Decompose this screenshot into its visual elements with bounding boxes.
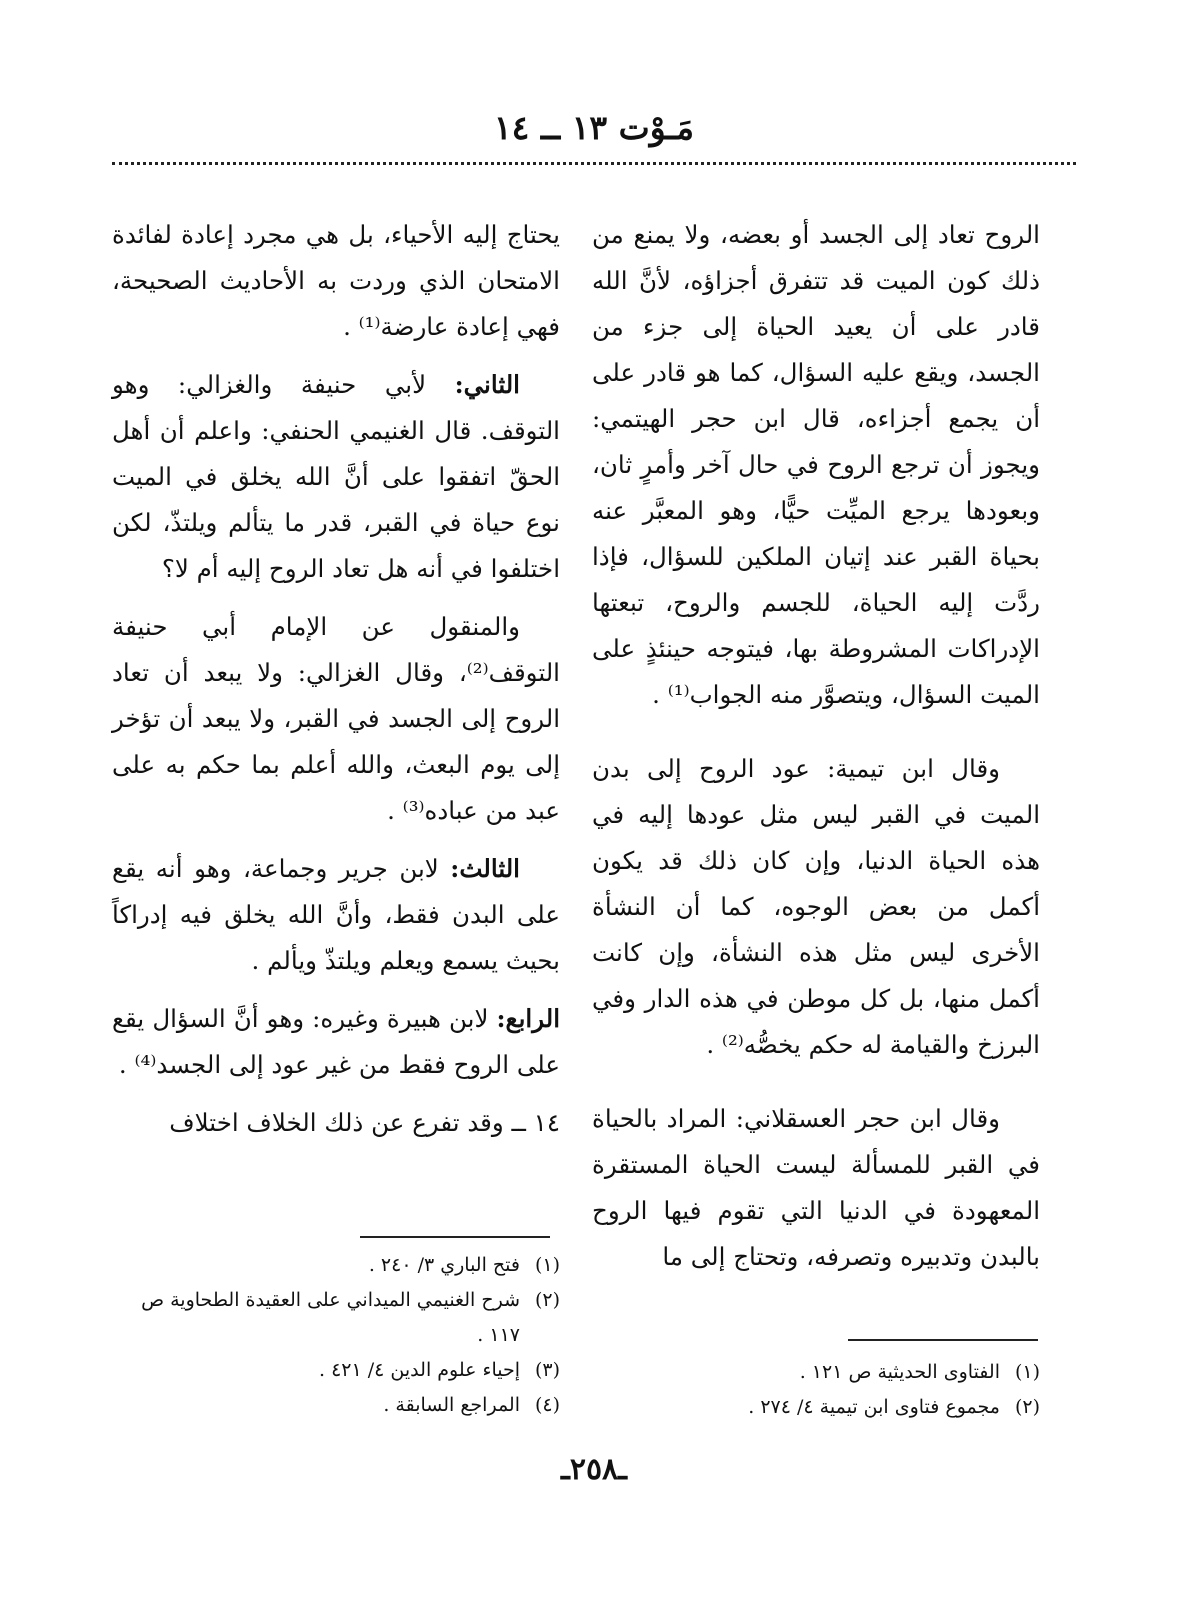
running-header: مَـوْت ١٣ ــ ١٤ [493,108,695,147]
right-paragraph-2: وقال ابن تيمية: عود الروح إلى بدن الميت في القبر ليس مثل عودها إليه في هذه الحياة الدنيا، وإن كان ذلك قد يكون أكمل من بعض الوجوه، كما أن النشأة الأخرى ليس مثل هذه النشأة، وإن كانت أكمل منها، بل كل موطن في هذه الدار وفي البرزخ والقيامة له حكم يخصُّه⁽²⁾ . [592,754,1040,1059]
right-footnote-separator [848,1339,1038,1341]
left-footnotes [112,1248,560,1423]
footnote [592,1390,1040,1425]
point-three-text: لابن جرير وجماعة، وهو أنه يقع على البدن فقط، وأنَّ الله يخلق فيه إدراكاً بحيث يسمع ويعلم ويلتذّ ويألم . [112,854,560,975]
footnote-text: مجموع فتاوى ابن تيمية ٤/ ٢٧٤ . [748,1396,1000,1418]
footnote-number: (٢) [534,1289,560,1311]
left-paragraph-6: ١٤ ــ وقد تفرع عن ذلك الخلاف اختلاف [169,1108,560,1137]
footnote-text: الفتاوى الحديثية ص ١٢١ . [799,1361,1000,1383]
page-number: ـ٢٥٨ـ [561,1452,627,1487]
point-two-text: لأبي حنيفة والغزالي: وهو التوقف. قال الغنيمي الحنفي: واعلم أن أهل الحقّ اتفقوا على أنَّ الله يخلق في الميت نوع حياة في القبر، قدر ما يتألم ويلتذّ، لكن اختلفوا في أنه هل تعاد الروح إليه أم لا؟ [112,370,560,583]
footnote-number: (٣) [534,1359,560,1381]
left-paragraph-4 [112,846,560,984]
header-dotted-rule [112,162,1076,165]
footnote [592,1355,1040,1390]
left-footnote-separator [360,1236,550,1238]
footnote [112,1283,560,1353]
footnote-text: إحياء علوم الدين ٤/ ٤٢١ . [319,1359,520,1381]
footnote-number: (٢) [1014,1396,1040,1418]
footnote [112,1353,560,1388]
left-column [112,212,560,1158]
point-two-label: الثاني: [454,370,520,399]
left-paragraph-3: والمنقول عن الإمام أبي حنيفة التوقف⁽²⁾، وقال الغزالي: ولا يبعد أن تعاد الروح إلى الجسد في القبر، ولا يبعد أن تؤخر إلى يوم البعث، والله أعلم بما حكم به على عبد من عباده⁽³⁾ . [112,612,560,825]
footnote-text: المراجع السابقة . [383,1394,520,1416]
footnote-number: (١) [1014,1361,1040,1383]
footnote-number: (٤) [534,1394,560,1416]
point-three-label: الثالث: [450,854,520,883]
footnote-text: فتح الباري ٣/ ٢٤٠ . [368,1254,520,1276]
right-paragraph-1: الروح تعاد إلى الجسد أو بعضه، ولا يمنع من ذلك كون الميت قد تتفرق أجزاؤه، لأنَّ الله قادر على أن يعيد الحياة إلى جزء من الجسد، ويقع عليه السؤال، كما هو قادر على أن يجمع أجزاءه، قال ابن حجر الهيتمي: ويجوز أن ترجع الروح في حال آخر وأمرٍ ثان، وبعودها يرجع الميِّت حيًّا، وهو المعبَّر عنه بحياة القبر عند إتيان الملكين للسؤال، فإذا ردَّت إليه الحياة، للجسم والروح، تبعتها الإدراكات المشروطة بها، فيتوجه حينئذٍ على الميت السؤال، ويتصوَّر منه الجواب⁽¹⁾ . [592,220,1040,709]
footnote [112,1248,560,1283]
left-paragraph-2 [112,362,560,592]
left-paragraph-5 [112,996,560,1088]
left-paragraph-1: يحتاج إليه الأحياء، بل هي مجرد إعادة لفائدة الامتحان الذي وردت به الأحاديث الصحيحة، فهي إعادة عارضة⁽¹⁾ . [112,220,560,341]
point-four-text: لابن هبيرة وغيره: وهو أنَّ السؤال يقع على الروح فقط من غير عود إلى الجسد⁽⁴⁾ . [112,1004,560,1079]
right-footnotes [592,1355,1040,1425]
right-column [592,212,1040,1292]
footnote-number: (١) [534,1254,560,1276]
footnote-text: شرح الغنيمي الميداني على العقيدة الطحاوية ص ١١٧ . [141,1289,520,1346]
right-paragraph-3: وقال ابن حجر العسقلاني: المراد بالحياة في القبر للمسألة ليست الحياة المستقرة المعهودة في الدنيا التي تقوم فيها الروح بالبدن وتدبيره وتصرفه، وتحتاج إلى ما [592,1104,1040,1271]
footnote [112,1388,560,1423]
point-four-label: الرابع: [496,1004,560,1033]
